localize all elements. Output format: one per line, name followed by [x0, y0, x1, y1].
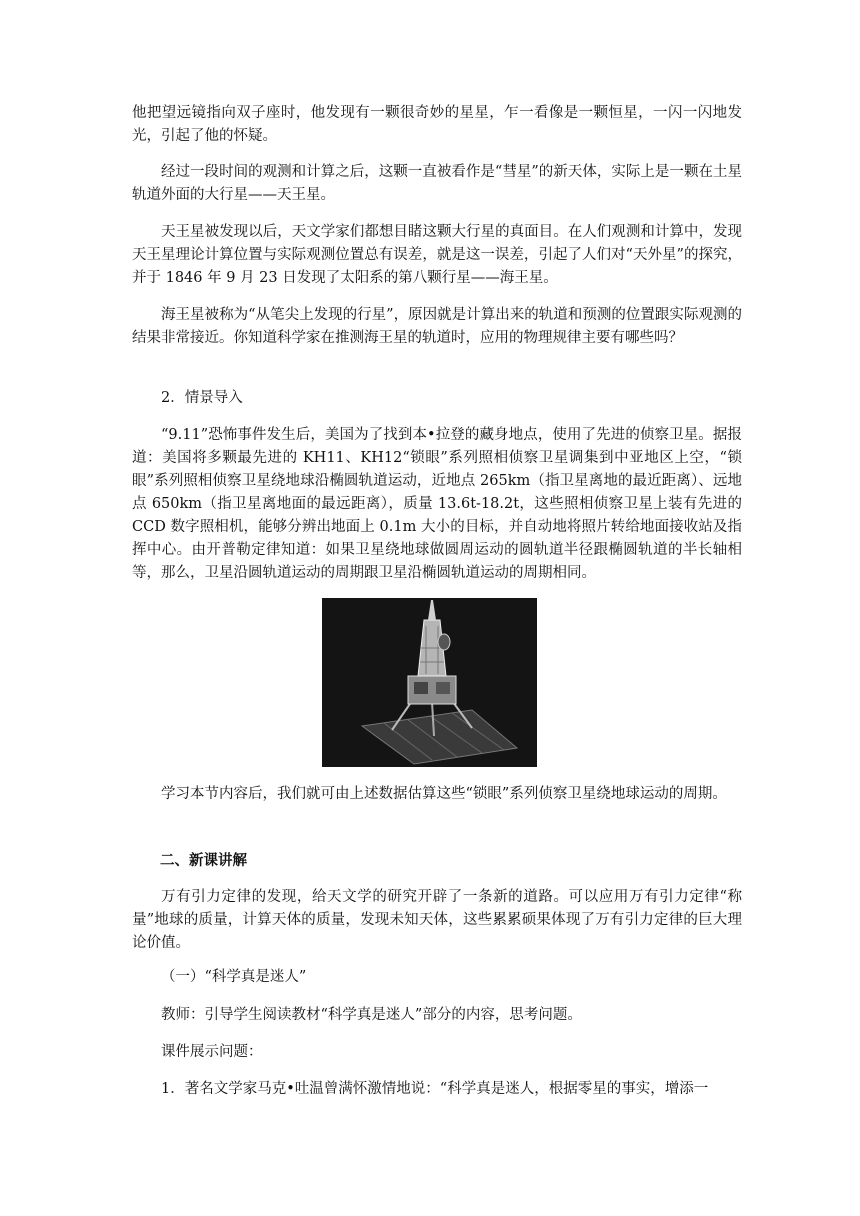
- paragraph-neptune-discovery: 天王星被发现以后，天文学家们都想目睹这颗大行星的真面目。在人们观测和计算中，发现天王星理论计算位置与实际观测位置总有误差，就是这一误差，引起了人们对“天外星”的探究，并于 1846 年 9 月 23 日发现了太阳系的第八颗行星——海王星。: [132, 224, 742, 286]
- section-scenario-intro: 2．情景导入: [161, 390, 243, 406]
- paragraph-estimate-period: 学习本节内容后，我们就可由上述数据估算这些“锁眼”系列侦察卫星绕地球运动的周期。: [161, 786, 727, 802]
- paragraph-neptune-question: 海王星被称为“从笔尖上发现的行星”，原因就是计算出来的轨道和预测的位置跟实际观测的结果非常接近。你知道科学家在推测海王星的轨道时，应用的物理规律主要有哪些吗？: [132, 307, 742, 346]
- paragraph-keyhole-satellites: “9.11”恐怖事件发生后，美国为了找到本•拉登的藏身地点，使用了先进的侦察卫星。据报道：美国将多颗最先进的 KH11、KH12“锁眼”系列照相侦察卫星调集到中亚地区上空，“锁眼”系列照相侦察卫星绕地球沿椭圆轨道运动，近地点 265km（指卫星离地的最近距离）、远地点 650km（指卫星离地面的最远距离），质量 13.6t-18.2t，这些照相侦察卫星上装有先进的 CCD 数字照相机，能够分辨出地面上 0.1m 大小的目标，并自动地将照片转给地面接收站及指挥中心。由开普勒定律知道：如果卫星绕地球做圆周运动的圆轨道半径跟椭圆轨道的半长轴相等，那么，卫星沿圆轨道运动的周期跟卫星沿椭圆轨道运动的周期相同。: [132, 427, 742, 581]
- paragraph-courseware-question: 课件展示问题：: [161, 1044, 263, 1060]
- satellite-photo: [322, 598, 537, 767]
- paragraph-mark-twain-quote: 1．著名文学家马克•吐温曾满怀激情地说：“科学真是迷人，根据零星的事实，增添一: [161, 1081, 709, 1097]
- section-heading-new-lesson: 二、新课讲解: [160, 853, 247, 869]
- paragraph-gravitation-value: 万有引力定律的发现，给天文学的研究开辟了一条新的道路。可以应用万有引力定律“称量”地球的质量，计算天体的质量，发现未知天体，这些累累硕果体现了万有引力定律的巨大理论价值。: [132, 889, 742, 951]
- subsection-science-fascinating: （一）“科学真是迷人”: [161, 969, 307, 985]
- paragraph-teacher-guide: 教师：引导学生阅读教材“科学真是迷人”部分的内容，思考问题。: [161, 1007, 582, 1023]
- paragraph-uranus-discovery: 他把望远镜指向双子座时，他发现有一颗很奇妙的星星，乍一看像是一颗恒星，一闪一闪地发光，引起了他的怀疑。: [132, 105, 742, 144]
- paragraph-uranus-identified: 经过一段时间的观测和计算之后，这颗一直被看作是“彗星”的新天体，实际上是一颗在土星轨道外面的大行星——天王星。: [132, 164, 742, 203]
